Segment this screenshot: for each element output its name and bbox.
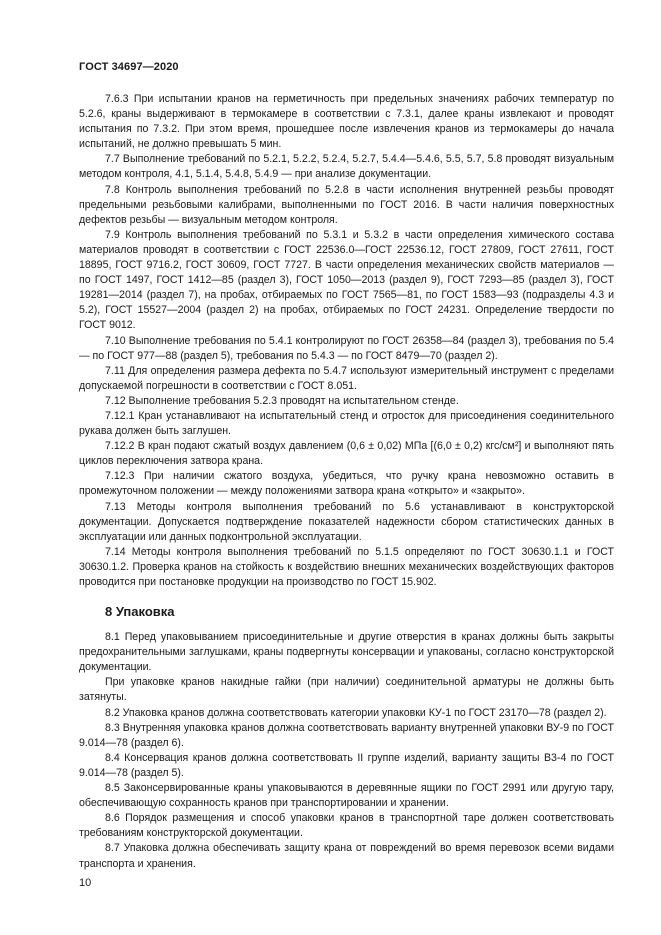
section-8-heading: 8 Упаковка [105,604,175,620]
page-number: 10 [79,877,92,889]
paragraph-8-7: 8.7 Упаковка должна обеспечивать защиту крана от повреждений во время перевозок всеми видами транспорта и хранения. [79,842,614,870]
paragraph-8-1-note: При упаковке кранов накидные гайки (при наличии) соединительной арматуры не должны быть затянуты. [79,676,614,704]
paragraph-7-8: 7.8 Контроль выполнения требований по 5.2.8 в части исполнения внутренней резьбы проводят предельными резьбовыми калибрами, выполненными по ГОСТ 2016. В части наличия поверхностных дефектов резьбы — визуальным методом контроля. [79,183,614,226]
paragraph-7-12-2: 7.12.2 В кран подают сжатый воздух давлением (0,6 ± 0,02) МПа [(6,0 ± 0,2) кгс/см²] и выполняют пять циклов переключения затвора крана. [79,440,614,468]
paragraph-8-3: 8.3 Внутренняя упаковка кранов должна соответствовать варианту внутренней упаковки ВУ-9 по ГОСТ 9.014—78 (раздел 6). [79,721,614,749]
paragraph-7-12: 7.12 Выполнение требования 5.2.3 проводят на испытательном стенде. [105,394,459,407]
paragraph-8-4: 8.4 Консервация кранов должна соответствовать II группе изделий, варианту защиты В3-4 по ГОСТ 9.014—78 (раздел 5). [79,751,614,779]
paragraph-7-10: 7.10 Выполнение требования по 5.4.1 контролируют по ГОСТ 26358—84 (раздел 3), требования по 5.4 — по ГОСТ 977—88 (раздел 5), требования по 5.4.3 — по ГОСТ 8479—70 (раздел 2). [79,334,614,362]
paragraph-7-9: 7.9 Контроль выполнения требований по 5.3.1 и 5.3.2 в части определения химического состава материалов проводят в соответствии с ГОСТ 22536.0—ГОСТ 22536.12, ГОСТ 27809, ГОСТ 27611, ГОСТ 18895, ГОСТ 9716.2, ГОСТ 30609, ГОСТ 7727. В части определения механических свойств материалов — по ГОСТ 1497, ГОСТ 1412—85 (раздел 3), ГОСТ 1050—2013 (раздел 9), ГОСТ 7293—85 (раздел 3), ГОСТ 19281—2014 (раздел 7), на пробах, отбираемых по ГОСТ 7565—81, по ГОСТ 1583—93 (подразделы 4.3 и 5.2), ГОСТ 15527—2004 (раздел 2) на пробах, отбираемых по ГОСТ 24231. Определение твердости по ГОСТ 9012. [79,228,614,332]
paragraph-8-2: 8.2 Упаковка кранов должна соответствовать категории упаковки КУ-1 по ГОСТ 23170—78 (раздел 2). [105,706,607,719]
paragraph-8-5: 8.5 Законсервированные краны упаковываются в деревянные ящики по ГОСТ 2991 или другую тару, обеспечивающую сохранность кранов при транспортировании и хранении. [79,782,614,810]
section-8-body [79,630,614,872]
paragraph-8-1: 8.1 Перед упаковыванием присоединительные и другие отверстия в кранах должны быть закрыты предохранительными заглушками, краны подвергнуты консервации и упакованы, согласно конструкторской документации. [79,631,614,674]
paragraph-7-6-3: 7.6.3 При испытании кранов на герметичность при предельных значениях рабочих температур по 5.2.6, краны выдерживают в термокамере в соответствии с 7.3.1, далее краны извлекают и проводят испытания по 7.3.2. При этом время, прошедшее после извлечения кранов из термокамеры до начала испытаний, не должно превышать 5 мин. [79,93,614,151]
page-content [79,92,614,872]
paragraph-7-11: 7.11 Для определения размера дефекта по 5.4.7 используют измерительный инструмент с пределами допускаемой погрешности в соответствии с ГОСТ 8.051. [79,364,614,392]
paragraph-7-13: 7.13 Методы контроля выполнения требований по 5.6 устанавливают в конструкторской документации. Допускается подтверждение показателей надежности сбором статистических данных в эксплуатации или данных подконтрольной эксплуатации. [79,500,614,543]
paragraph-8-6: 8.6 Порядок размещения и способ упаковки кранов в транспортной таре должен соответствовать требованиям конструкторской документации. [79,812,614,840]
paragraph-7-12-3: 7.12.3 При наличии сжатого воздуха, убедиться, что ручку крана невозможно оставить в промежуточном положении — между положениями затвора крана «открыто» и «закрыто». [79,470,614,498]
document-code-header: ГОСТ 34697—2020 [79,61,179,73]
paragraph-7-12-1: 7.12.1 Кран устанавливают на испытательный стенд и отросток для присоединения соединительного рукава должен быть заглушен. [79,409,614,438]
paragraph-7-14: 7.14 Методы контроля выполнения требований по 5.1.5 определяют по ГОСТ 30630.1.1 и ГОСТ 30630.1.2. Проверка кранов на стойкость к воздействию внешних механических воздействующих факторов проводится при постановке продукции на производство по ГОСТ 15.902. [79,545,614,588]
section-7-body [79,92,614,590]
paragraph-7-7: 7.7 Выполнение требований по 5.2.1, 5.2.2, 5.2.4, 5.2.7, 5.4.4—5.4.6, 5.5, 5.7, 5.8 проводят визуальным методом контроля, 4.1, 5.1.4, 5.4.8, 5.4.9 — при анализе документации. [79,153,614,181]
